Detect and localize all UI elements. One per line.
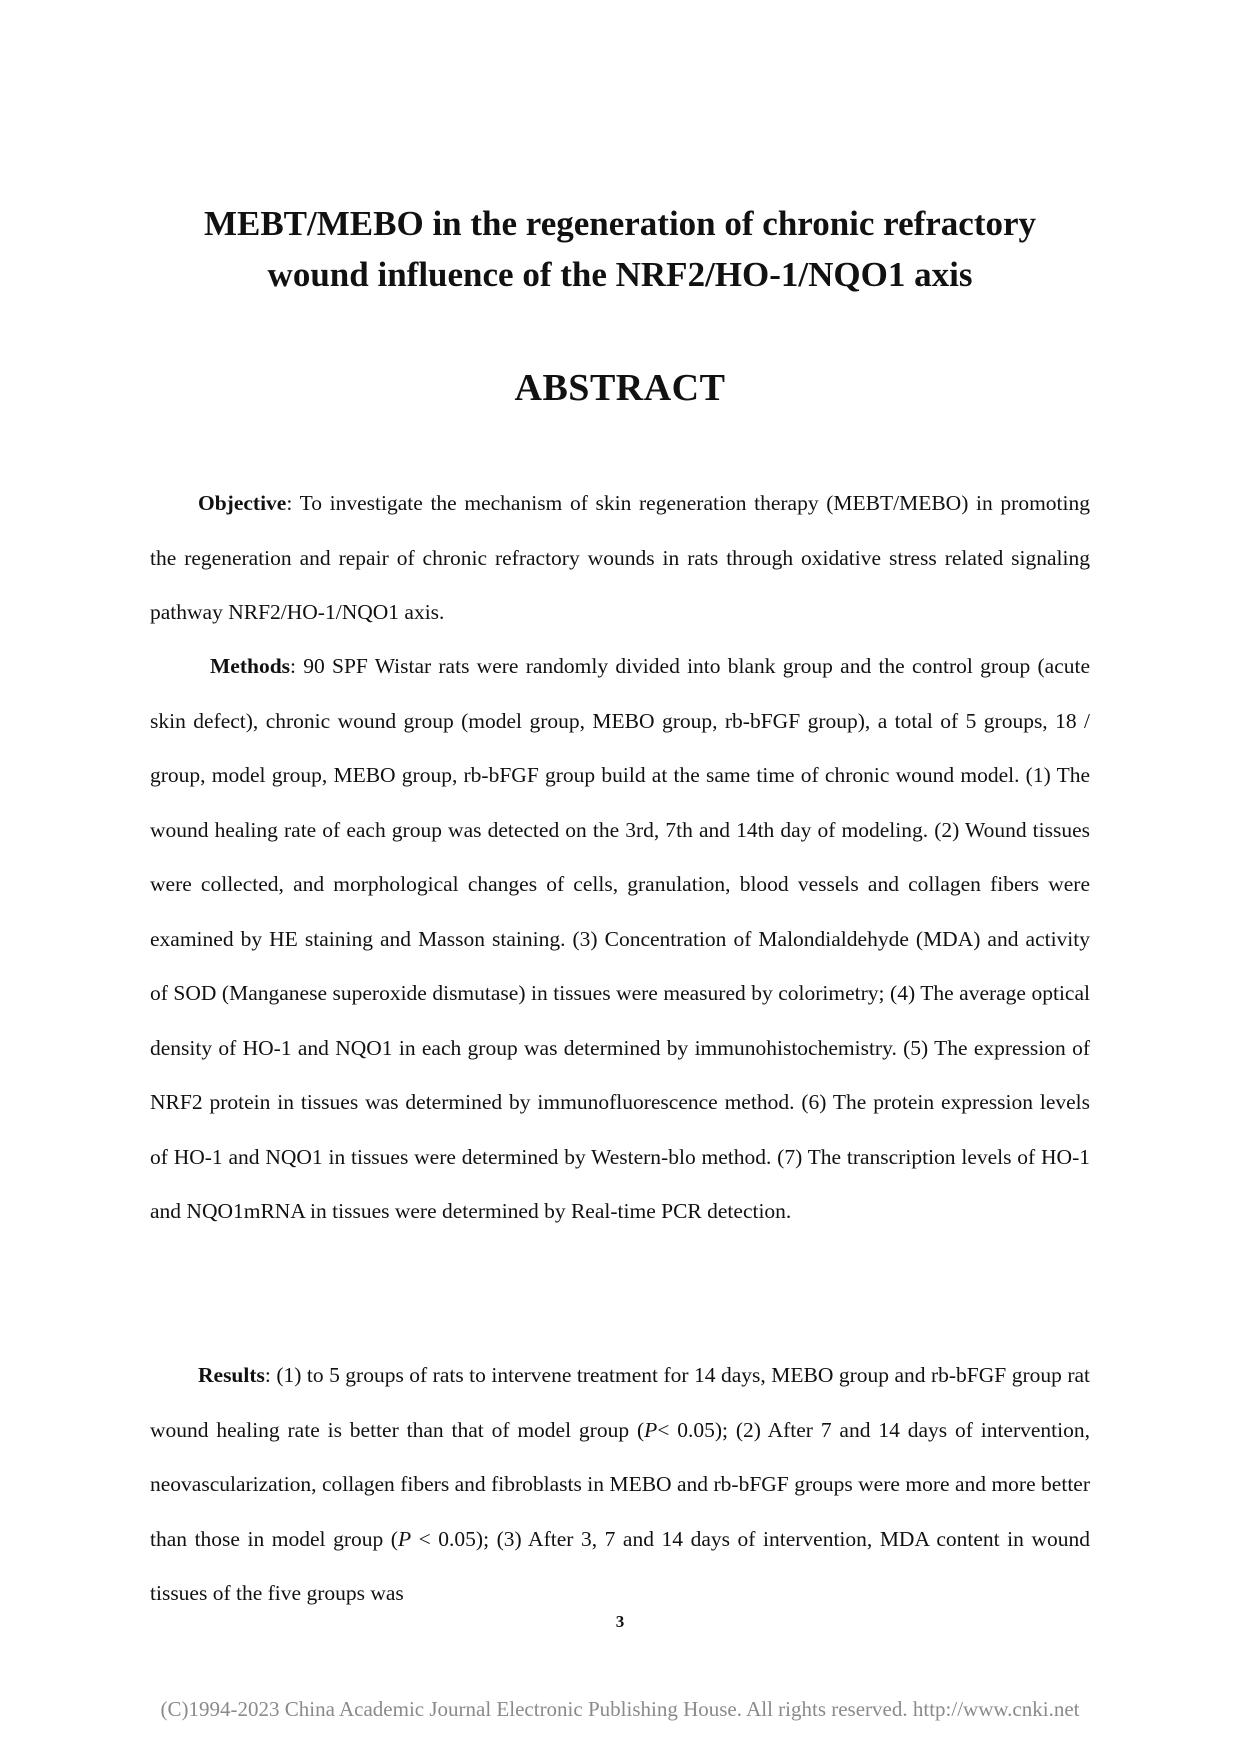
results-text-1: : (1) to 5 groups of rats to intervene treatment for 14 days, MEBO group and rb-bFGF group rat wound healing rate is better than that of model group ( xyxy=(150,1363,1090,1442)
results-paragraph xyxy=(150,1348,1090,1621)
paper-title-line-1: MEBT/MEBO in the regeneration of chronic refractory xyxy=(203,204,1037,243)
results-p-value-2: P xyxy=(397,1526,412,1551)
paper-title-line-2: wound influence of the NRF2/HO-1/NQO1 axis xyxy=(267,255,973,294)
objective-label: Objective xyxy=(198,491,287,515)
methods-paragraph xyxy=(150,639,1090,1239)
copyright-footer: (C)1994-2023 China Academic Journal Electronic Publishing House. All rights reserved. http://www.cnki.net xyxy=(160,1697,1080,1721)
objective-text: : To investigate the mechanism of skin regeneration therapy (MEBT/MEBO) in promoting the regeneration and repair of chronic refractory wounds in rats through oxidative stress related signaling pathway NRF2/HO-1/NQO1 axis. xyxy=(150,491,1090,624)
methods-text: : 90 SPF Wistar rats were randomly divided into blank group and the control group (acute skin defect), chronic wound group (model group, MEBO group, rb-bFGF group), a total of 5 groups, 18 / group, model group, MEBO group, rb-bFGF group build at the same time of chronic wound model. (1) The wound healing rate of each group was detected on the 3rd, 7th and 14th day of modeling. (2) Wound tissues were collected, and morphological changes of cells, granulation, blood vessels and collagen fibers were examined by HE staining and Masson staining. (3) Concentration of Malondialdehyde (MDA) and activity of SOD (Manganese superoxide dismutase) in tissues were measured by colorimetry; (4) The average optical density of HO-1 and NQO1 in each group was determined by immunohistochemistry. (5) The expression of NRF2 protein in tissues was determined by immunofluorescence method. (6) The protein expression levels of HO-1 and NQO1 in tissues were determined by Western-blo method. (7) The transcription levels of HO-1 and NQO1mRNA in tissues were determined by Real-time PCR detection. xyxy=(150,654,1090,1223)
results-text-3: < 0.05); (3) After 3, 7 and 14 days of intervention, MDA content in wound tissues of the five groups was xyxy=(150,1526,1090,1605)
page-number: 3 xyxy=(615,1612,625,1631)
results-text-2: < 0.05); (2) After 7 and 14 days of intervention, neovascularization, collagen fibers and fibroblasts in MEBO and rb-bFGF groups were more and more better than those in model group ( xyxy=(150,1417,1090,1551)
paper-title xyxy=(150,198,1090,300)
results-p-value-1: P xyxy=(644,1417,658,1442)
abstract-heading: ABSTRACT xyxy=(514,367,726,409)
methods-label: Methods xyxy=(210,654,291,678)
results-label: Results xyxy=(198,1363,265,1387)
objective-paragraph xyxy=(150,476,1090,640)
